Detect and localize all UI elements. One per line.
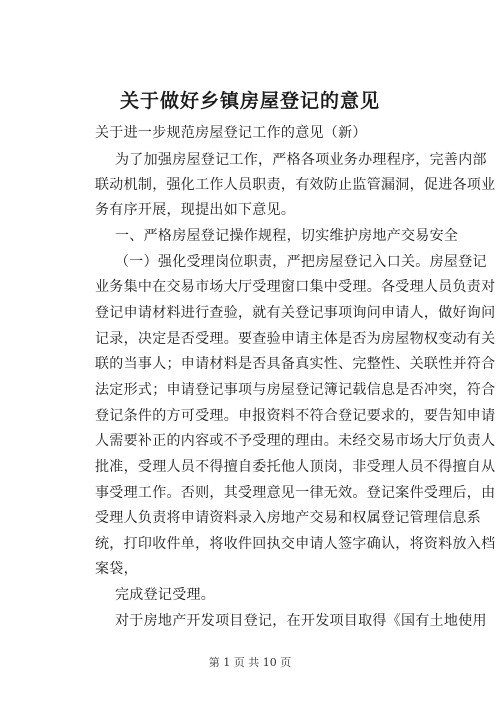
paragraph-line: 人需要补正的内容或不予受理的理由。未经交易市场大厅负责人 xyxy=(95,433,496,449)
paragraph-line: 务有序开展，现提出如下意见。 xyxy=(95,202,296,218)
paragraph-line: 登记条件的方可受理。申报资料不符合登记要求的，要告知申请 xyxy=(95,408,496,424)
paragraph-line: 案袋， xyxy=(95,561,138,577)
paragraph-line: 为了加强房屋登记工作，严格各项业务办理程序，完善内部 xyxy=(115,152,487,168)
paragraph-line: 批准，受理人员不得擅自委托他人顶岗，非受理人员不得擅自从 xyxy=(95,459,496,475)
paragraph-line: 事受理工作。否则，其受理意见一律无效。登记案件受理后，由 xyxy=(95,485,496,501)
paragraph-line: 统，打印收件单，将收件回执交申请人签字确认，将资料放入档 xyxy=(95,536,496,552)
paragraph-line: 联动机制，强化工作人员职责，有效防止监管漏洞，促进各项业 xyxy=(95,177,496,193)
section-heading: 一、严格房屋登记操作规程，切实维护房地产交易安全 xyxy=(115,228,459,244)
paragraph-line: 对于房地产开发项目登记，在开发项目取得《国有土地使用 xyxy=(115,613,487,629)
paragraph-line: 业务集中在交易市场大厅受理窗口集中受理。各受理人员负责对 xyxy=(95,279,496,295)
paragraph-line: 法定形式；申请登记事项与房屋登记簿记载信息是否冲突，符合 xyxy=(95,382,496,398)
page-footer: 第 1 页 共 10 页 xyxy=(208,656,292,669)
paragraph-line: 联的当事人；申请材料是否具备真实性、完整性、关联性并符合 xyxy=(95,356,496,372)
document-subtitle: 关于进一步规范房屋登记工作的意见（新） xyxy=(95,125,367,141)
paragraph-line: 记录，决定是否受理。要查验申请主体是否为房屋物权变动有关 xyxy=(95,331,496,347)
paragraph-line: 登记申请材料进行查验，就有关登记事项询问申请人，做好询问 xyxy=(95,305,496,321)
paragraph-line: 完成登记受理。 xyxy=(115,587,216,603)
document-title: 关于做好乡镇房屋登记的意见 xyxy=(119,90,380,112)
paragraph-line: （一）强化受理岗位职责，严把房屋登记入口关。房屋登记 xyxy=(115,254,487,270)
paragraph-line: 受理人负责将申请资料录入房地产交易和权属登记管理信息系 xyxy=(95,510,482,526)
